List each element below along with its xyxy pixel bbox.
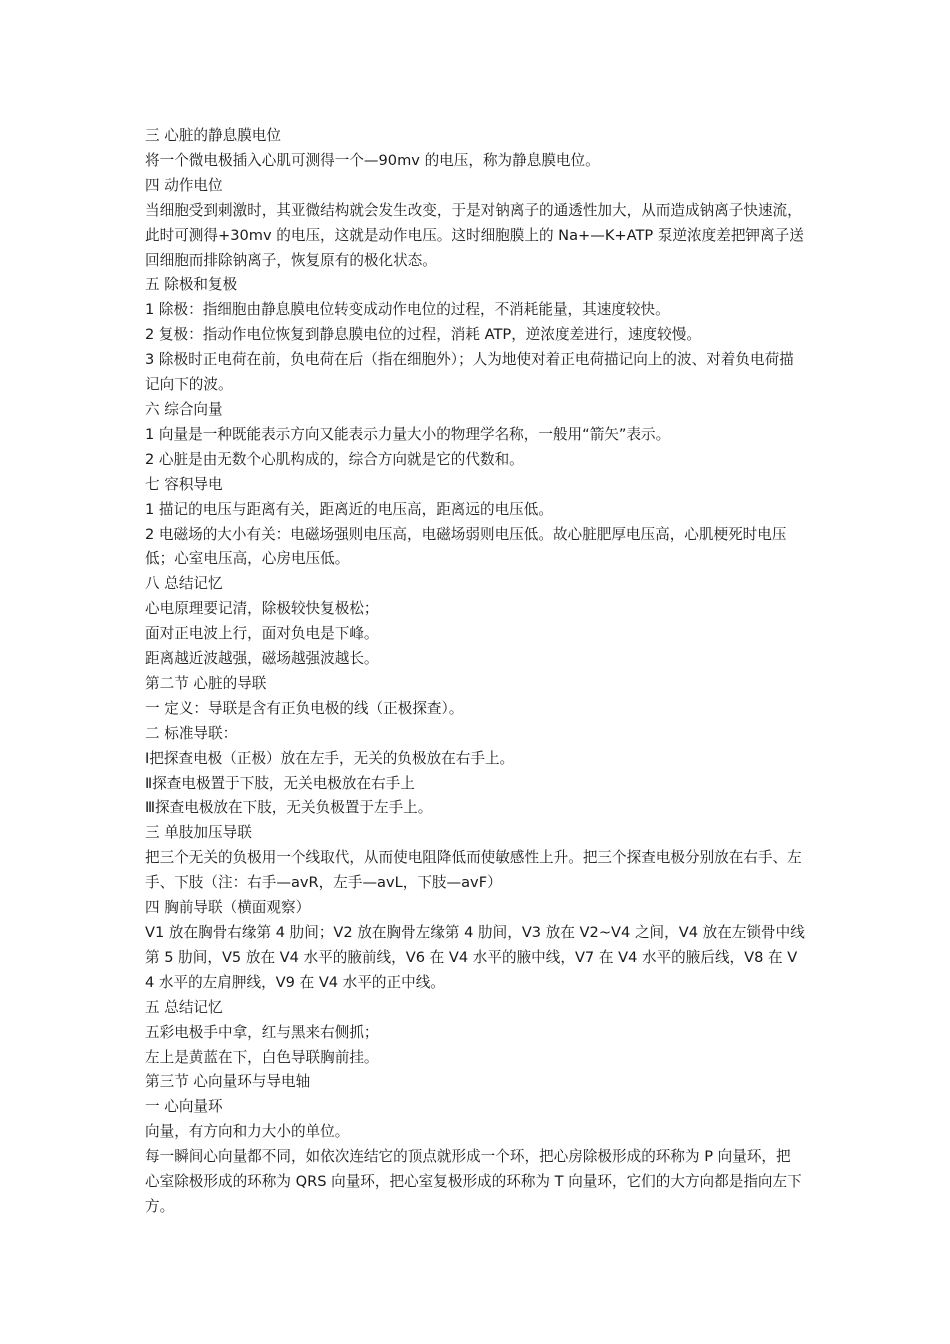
mnemonic-line: 心电原理要记清，除极较快复极松； [145, 600, 379, 618]
document-body [145, 124, 805, 1220]
mnemonic-line: 五彩电极手中拿，红与黑来右侧抓； [145, 1023, 379, 1041]
section-heading: 七 容积导电 [145, 475, 223, 493]
mnemonic-line: 左上是黄蓝在下，白色导联胸前挂。 [145, 1048, 379, 1066]
paragraph: V1 放在胸骨右缘第 4 肋间；V2 放在胸骨左缘第 4 肋间，V3 放在 V2~V4 之间，V4 放在左锁骨中线第 5 肋间，V5 放在 V4 水平的腋前线，V6 在 V4 水平的腋中线，V7 在 V4 水平的腋后线，V8 在 V4 水平的左肩胛线，V9 在 V4 水平的正中线。 [145, 924, 805, 991]
section-heading: 一 心向量环 [145, 1098, 223, 1116]
section-heading: 三 单肢加压导联 [145, 824, 252, 842]
paragraph: 1 向量是一种既能表示方向又能表示力量大小的物理学名称，一般用“箭矢”表示。 [145, 425, 671, 443]
section-heading: 六 综合向量 [145, 400, 223, 418]
paragraph: 2 心脏是由无数个心肌构成的，综合方向就是它的代数和。 [145, 450, 524, 468]
chapter-heading: 第三节 心向量环与导电轴 [145, 1073, 311, 1091]
paragraph: 把三个无关的负极用一个线取代，从而使电阻降低而使敏感性上升。把三个探查电极分别放在右手、左手、下肢（注：右手—avR，左手—avL，下肢—avF） [145, 849, 802, 892]
paragraph: 3 除极时正电荷在前，负电荷在后（指在细胞外）；人为地使对着正电荷描记向上的波、对着负电荷描记向下的波。 [145, 351, 794, 394]
paragraph: 每一瞬间心向量都不同，如依次连结它的顶点就形成一个环，把心房除极形成的环称为 P 向量环，把心室除极形成的环称为 QRS 向量环，把心室复极形成的环称为 T 向量环，它们的大方向都是指向左下方。 [145, 1148, 802, 1215]
paragraph: 1 描记的电压与距离有关，距离近的电压高，距离远的电压低。 [145, 500, 553, 518]
section-heading: 八 总结记忆 [145, 575, 223, 593]
section-heading: 二 标准导联： [145, 724, 238, 742]
paragraph: 将一个微电极插入心肌可测得一个—90mv 的电压，称为静息膜电位。 [145, 151, 600, 169]
paragraph: 当细胞受到刺激时，其亚微结构就会发生改变，于是对钠离子的通透性加大，从而造成钠离子快速流，此时可测得+30mv 的电压，这就是动作电压。这时细胞膜上的 Na+—K+ATP 泵逆浓度差把钾离子送回细胞而排除钠离子，恢复原有的极化状态。 [145, 201, 804, 269]
paragraph: 向量，有方向和力大小的单位。 [145, 1123, 350, 1141]
section-heading: 四 胸前导联（横面观察） [145, 899, 311, 917]
paragraph: Ⅱ探查电极置于下肢，无关电极放在右手上 [145, 774, 415, 792]
section-heading: 五 总结记忆 [145, 998, 223, 1016]
paragraph: 一 定义：导联是含有正负电极的线（正极探查）。 [145, 699, 464, 717]
mnemonic-line: 距离越近波越强，磁场越强波越长。 [145, 650, 379, 668]
section-heading: 四 动作电位 [145, 176, 223, 194]
section-heading: 五 除极和复极 [145, 276, 238, 294]
section-heading: 三 心脏的静息膜电位 [145, 127, 281, 144]
mnemonic-line: 面对正电波上行，面对负电是下峰。 [145, 625, 379, 643]
paragraph: Ⅰ把探查电极（正极）放在左手，无关的负极放在右手上。 [145, 749, 515, 767]
paragraph: 1 除极：指细胞由静息膜电位转变成动作电位的过程，不消耗能量，其速度较快。 [145, 301, 670, 319]
paragraph: 2 电磁场的大小有关：电磁场强则电压高，电磁场弱则电压低。故心脏肥厚电压高，心肌梗死时电压低；心室电压高，心房电压低。 [145, 525, 787, 568]
paragraph: 2 复极：指动作电位恢复到静息膜电位的过程，消耗 ATP，逆浓度差进行，速度较慢。 [145, 326, 701, 344]
paragraph: Ⅲ探查电极放在下肢，无关负极置于左手上。 [145, 799, 433, 817]
chapter-heading: 第二节 心脏的导联 [145, 674, 267, 692]
